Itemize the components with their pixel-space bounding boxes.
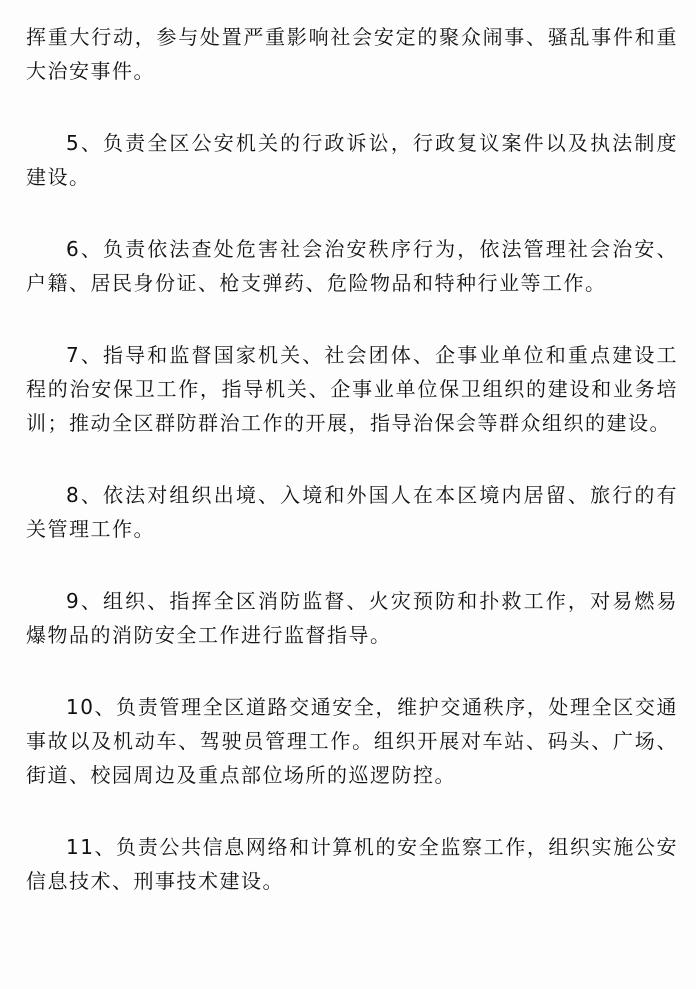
paragraph-item-10: 10、负责管理全区道路交通安全，维护交通秩序，处理全区交通事故以及机动车、驾驶员管理工作。组织开展对车站、码头、广场、街道、校园周边及重点部位场所的巡逻防控。	[26, 695, 678, 787]
paragraph-item-11: 11、负责公共信息网络和计算机的安全监察工作，组织实施公安信息技术、刑事技术建设。	[26, 835, 678, 893]
paragraph-item-6: 6、负责依法查处危害社会治安秩序行为，依法管理社会治安、户籍、居民身份证、枪支弹药、危险物品和特种行业等工作。	[26, 237, 678, 295]
paragraph-continuation: 挥重大行动，参与处置严重影响社会安定的聚众闹事、骚乱事件和重大治安事件。	[26, 25, 678, 83]
paragraph-item-5: 5、负责全区公安机关的行政诉讼，行政复议案件以及执法制度建设。	[26, 131, 678, 189]
paragraph-item-7: 7、指导和监督国家机关、社会团体、企事业单位和重点建设工程的治安保卫工作，指导机关、企事业单位保卫组织的建设和业务培训；推动全区群防群治工作的开展，指导治保会等群众组织的建设。	[26, 343, 678, 435]
paragraph-item-8: 8、依法对组织出境、入境和外国人在本区境内居留、旅行的有关管理工作。	[26, 483, 678, 541]
paragraph-item-9: 9、组织、指挥全区消防监督、火灾预防和扑救工作，对易燃易爆物品的消防安全工作进行监督指导。	[26, 589, 678, 647]
